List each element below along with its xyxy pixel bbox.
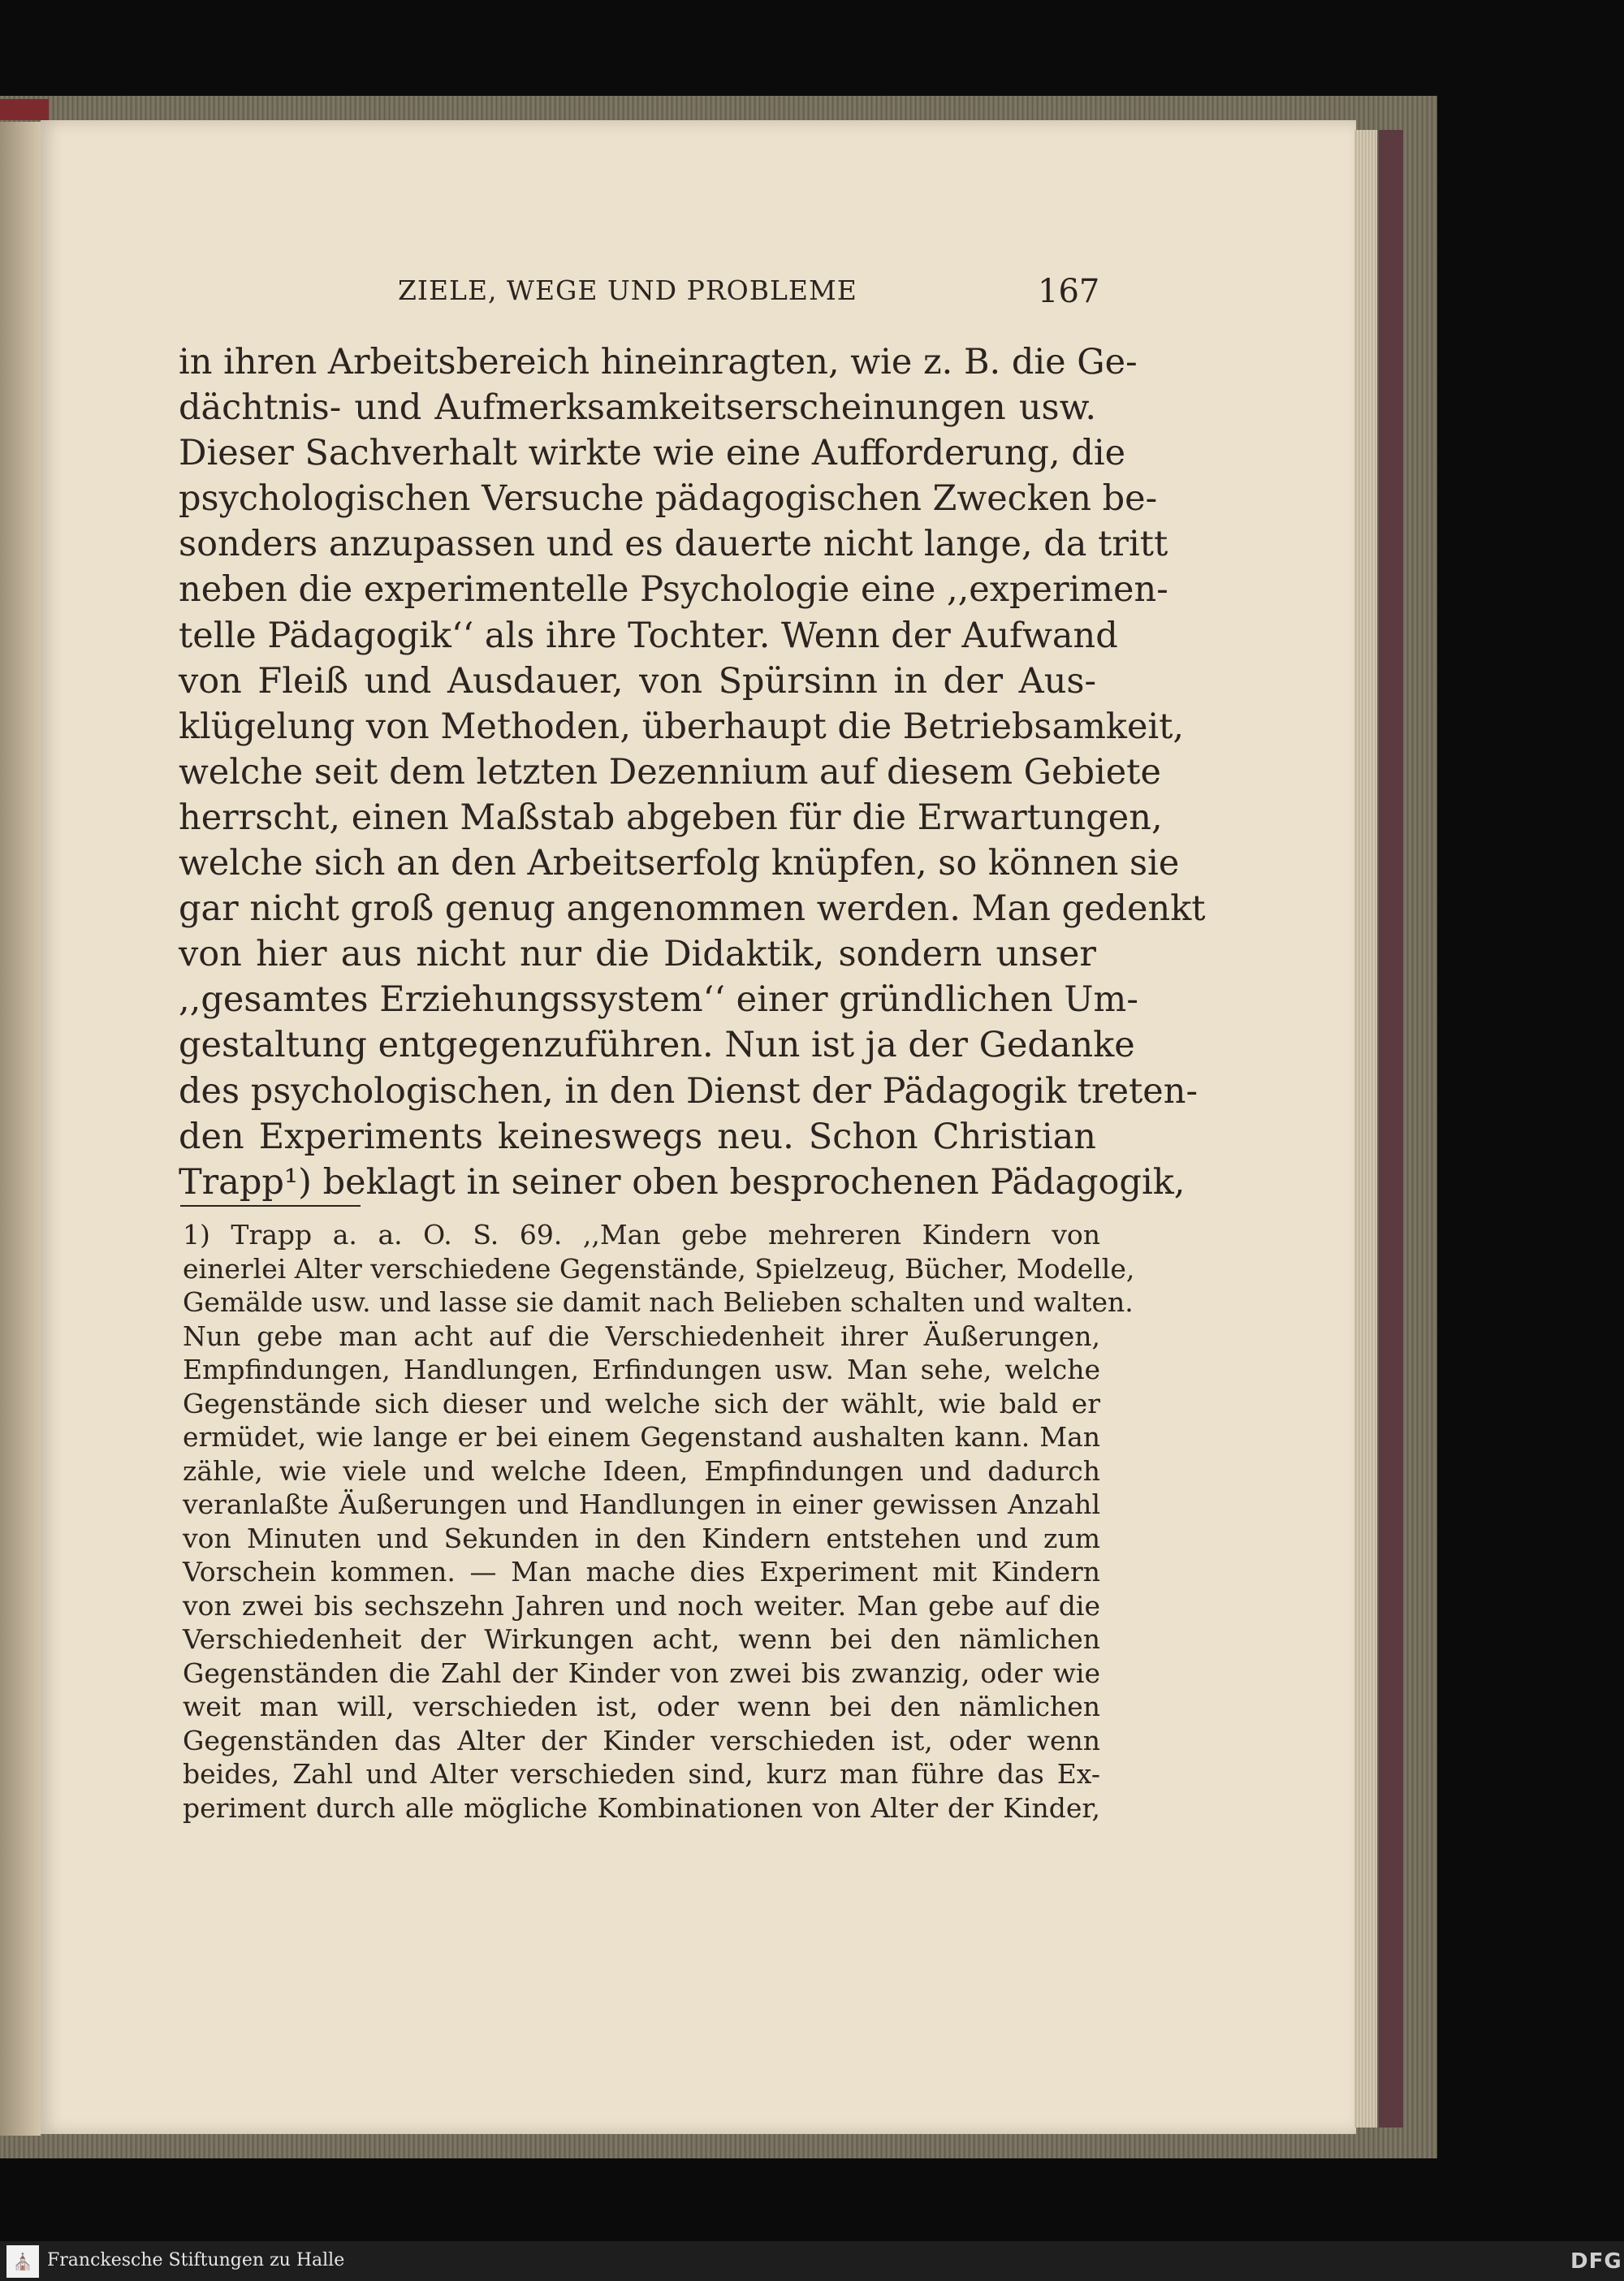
footnote-rule <box>180 1205 361 1207</box>
body-line: von hier aus nicht nur die Didaktik, sondern unser <box>179 934 1096 975</box>
footnote-line: weit man will, verschieden ist, oder wenn bei den nämlichen <box>183 1691 1100 1722</box>
body-line: neben die experimentelle Psychologie eine ,,experimen- <box>179 569 1168 611</box>
body-line: ,,gesamtes Erziehungssystem‘‘ einer gründlichen Um- <box>179 979 1138 1021</box>
running-head: ZIELE, WEGE UND PROBLEME <box>398 274 857 306</box>
body-line: psychologischen Versuche pädagogischen Zwecken be- <box>179 478 1158 520</box>
body-line: den Experiments keineswegs neu. Schon Christian <box>179 1116 1096 1157</box>
spine-ribbon <box>0 99 49 120</box>
cover-edge <box>1379 130 1403 2128</box>
footnote-line: zähle, wie viele und welche Ideen, Empfindungen und dadurch <box>183 1454 1100 1487</box>
body-line: herrscht, einen Maßstab abgeben für die Erwartungen, <box>179 797 1163 838</box>
page-edges <box>1354 130 1377 2128</box>
page-number: 167 <box>1038 273 1100 310</box>
body-line: Dieser Sachverhalt wirkte wie eine Aufforderung, die <box>179 433 1126 474</box>
footnote-line: einerlei Alter verschiedene Gegenstände, Spielzeug, Bücher, Modelle, <box>183 1252 1135 1285</box>
funder-logo: DFG <box>1570 2249 1622 2274</box>
footnote-line: Gemälde usw. und lasse sie damit nach Belieben schalten und walten. <box>183 1286 1134 1318</box>
body-line: welche sich an den Arbeitserfolg knüpfen, so können sie <box>179 843 1180 884</box>
institution-logo-icon: ⛪ <box>6 2245 39 2278</box>
body-line: welche seit dem letzten Dezennium auf diesem Gebiete <box>179 751 1161 793</box>
body-line: klügelung von Methoden, überhaupt die Betriebsamkeit, <box>179 706 1185 747</box>
body-line: gestaltung entgegenzuführen. Nun ist ja der Gedanke <box>179 1025 1135 1066</box>
footnote-line: veranlaßte Äußerungen und Handlungen in einer gewissen Anzahl <box>183 1488 1100 1520</box>
footnote-line: 1) Trapp a. a. O. S. 69. ,,Man gebe mehreren Kindern von <box>183 1219 1100 1251</box>
body-line: gar nicht groß genug angenommen werden. Man gedenkt <box>179 888 1206 930</box>
footnote-line: von Minuten und Sekunden in den Kindern entstehen und zum <box>183 1522 1100 1554</box>
footnote <box>183 1218 1135 1825</box>
footnote-line: periment durch alle mögliche Kombinationen von Alter der Kinder, <box>183 1791 1100 1824</box>
body-line: von Fleiß und Ausdauer, von Spürsinn in der Aus- <box>179 660 1096 702</box>
footnote-line: beides, Zahl und Alter verschieden sind, kurz man führe das Ex- <box>183 1758 1100 1790</box>
institution-name: Franckesche Stiftungen zu Halle <box>47 2250 345 2270</box>
body-line: sonders anzupassen und es dauerte nicht lange, da tritt <box>179 524 1168 565</box>
footnote-line: Gegenstände sich dieser und welche sich der wählt, wie bald er <box>183 1387 1100 1419</box>
footnote-line: Empfindungen, Handlungen, Erfindungen usw. Man sehe, welche <box>183 1354 1100 1385</box>
body-line: in ihren Arbeitsbereich hineinragten, wie z. B. die Ge- <box>179 342 1138 382</box>
footnote-line: Nun gebe man acht auf die Verschiedenheit ihrer Äußerungen, <box>183 1320 1100 1352</box>
footnote-line: von zwei bis sechszehn Jahren und noch weiter. Man gebe auf die <box>183 1589 1100 1622</box>
footnote-line: Vorschein kommen. — Man mache dies Experiment mit Kindern <box>183 1556 1100 1588</box>
body-line: telle Pädagogik‘‘ als ihre Tochter. Wenn der Aufwand <box>179 615 1118 656</box>
body-line: dächtnis- und Aufmerksamkeitserscheinungen usw. <box>179 387 1096 429</box>
footnote-line: Gegenständen die Zahl der Kinder von zwei bis zwanzig, oder wie <box>183 1657 1100 1689</box>
left-page-edge <box>0 122 41 2136</box>
body-line: Trapp¹) beklagt in seiner oben besprochenen Pädagogik, <box>179 1161 1186 1203</box>
footnote-line: Verschiedenheit der Wirkungen acht, wenn bei den nämlichen <box>183 1623 1100 1655</box>
body-text <box>179 339 1206 1205</box>
footnote-line: Gegenständen das Alter der Kinder verschieden ist, oder wenn <box>183 1724 1100 1756</box>
footnote-line: ermüdet, wie lange er bei einem Gegenstand aushalten kann. Man <box>183 1421 1100 1453</box>
body-line: des psychologischen, in den Dienst der Pädagogik treten- <box>179 1070 1198 1112</box>
